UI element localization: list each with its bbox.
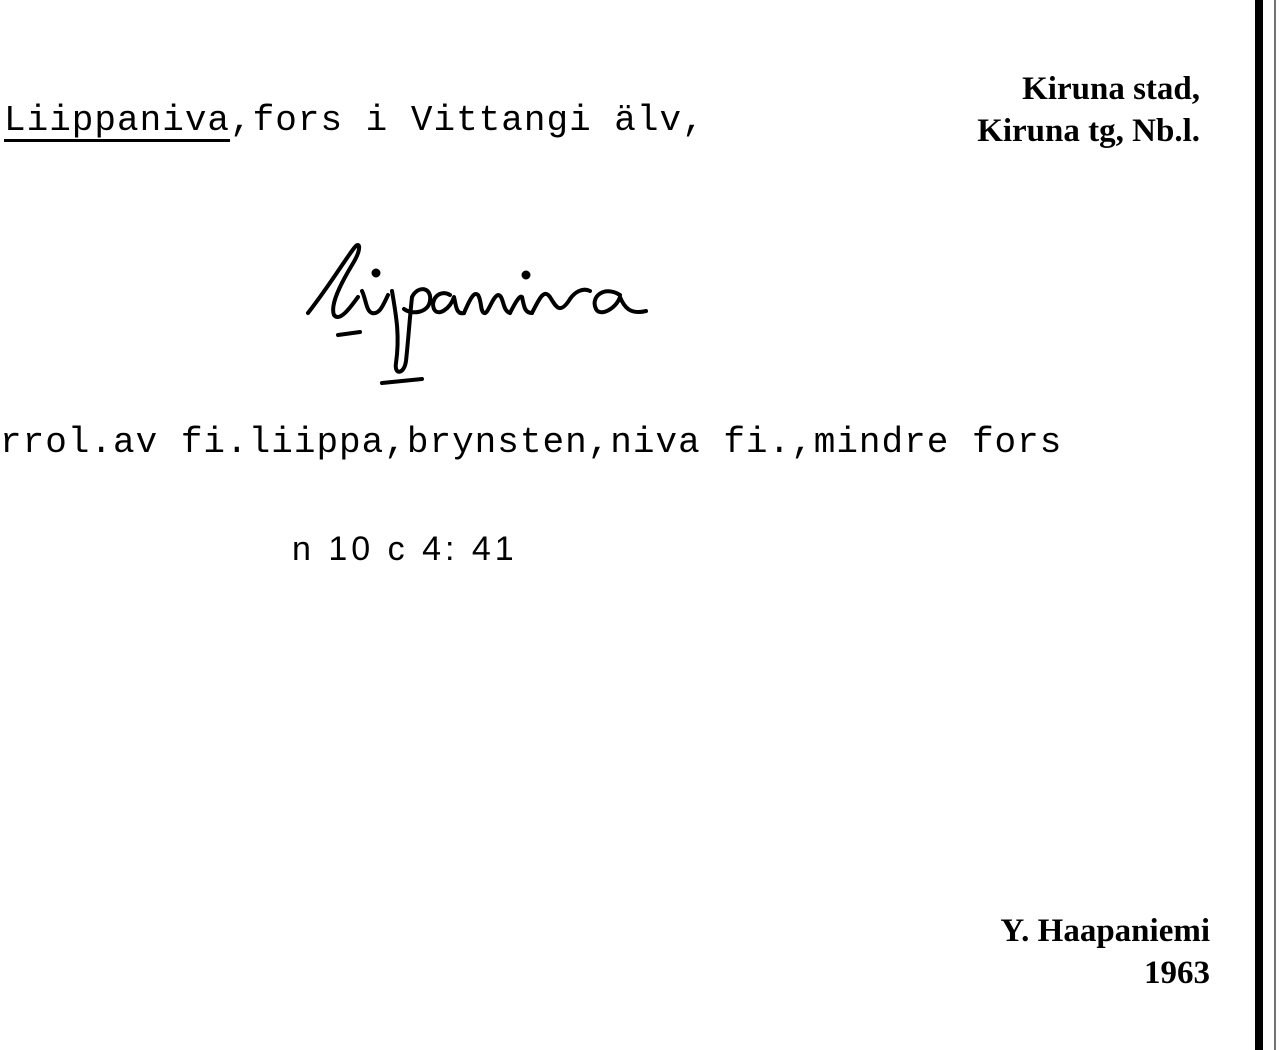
description: ,fors i Vittangi älv, xyxy=(230,100,705,141)
title-line xyxy=(4,100,705,141)
location-block xyxy=(977,68,1200,152)
card-edge-border xyxy=(1255,0,1263,1050)
author-block xyxy=(1000,910,1210,994)
year: 1963 xyxy=(1144,955,1210,991)
card-edge-shadow xyxy=(1274,0,1276,1050)
headword: Liippaniva xyxy=(4,100,231,141)
author-name: Y. Haapaniemi xyxy=(1000,913,1210,949)
location-line-2: Kiruna tg, Nb.l. xyxy=(977,113,1200,149)
reference-line: n 10 c 4: 41 xyxy=(292,530,518,568)
location-line-1: Kiruna stad, xyxy=(1022,71,1200,107)
etymology-line: rrol.av fi.liippa,brynsten,niva fi.,mindre fors xyxy=(0,422,1063,463)
handwritten-form xyxy=(300,235,800,395)
